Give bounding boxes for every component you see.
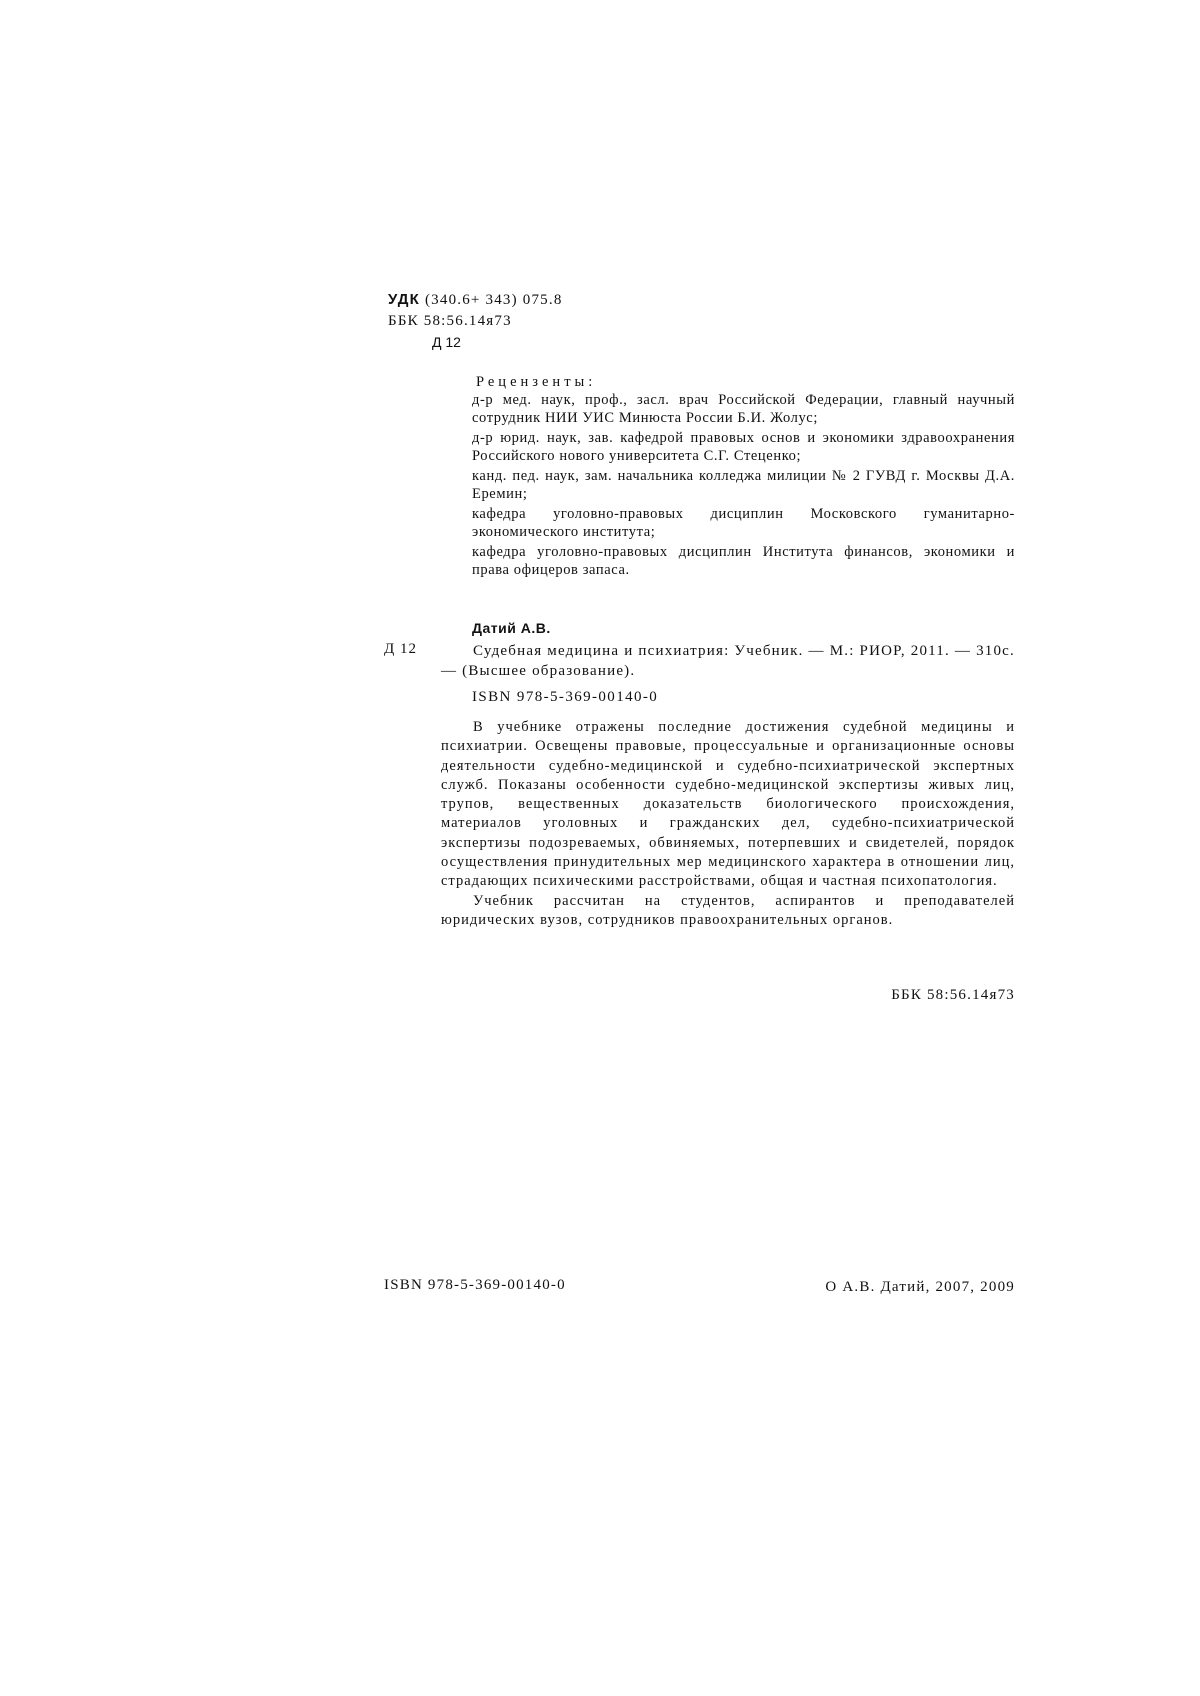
annotation (441, 718, 1015, 930)
udk-code: (340.6+ 343) 075.8 (424, 292, 563, 308)
bbk-line-top: ББК 58:56.14я73 (388, 313, 512, 329)
author-mark-left: Д 12 (384, 641, 417, 657)
reviewer-entry: кафедра уголовно-правовых дисциплин Института финансов, экономики и права офицеров запаса. (472, 544, 1015, 578)
udk-line (388, 291, 563, 309)
copyright-notice: О А.В. Датий, 2007, 2009 (825, 1279, 1015, 1295)
reviewer-entry: д-р мед. наук, проф., засл. врач Российской Федерации, главный научный сотрудник НИИ УИС Минюста России Б.И. Жолус; (472, 392, 1015, 426)
isbn-main: ISBN 978-5-369-00140-0 (472, 689, 659, 705)
reviewer-entry: кафедра уголовно-правовых дисциплин Московского гуманитарно-экономического института; (472, 506, 1015, 540)
book-description: Судебная медицина и психиатрия: Учебник. — М.: РИОР, 2011. — 310с. — (Высшее образование). (441, 643, 1015, 679)
reviewer-entry: канд. пед. наук, зам. начальника колледжа милиции № 2 ГУВД г. Москвы Д.А. Еремин; (472, 468, 1015, 502)
reviewer-entry: д-р юрид. наук, зав. кафедрой правовых основ и экономики здравоохранения Российского нового университета С.Г. Стеценко; (472, 430, 1015, 464)
bbk-line-bottom: ББК 58:56.14я73 (891, 987, 1015, 1003)
author-mark-top: Д 12 (432, 334, 461, 350)
udk-label: УДК (388, 291, 421, 308)
bibliographic-description (441, 641, 1015, 681)
reviewers-title: Рецензенты: (476, 374, 597, 390)
isbn-footer: ISBN 978-5-369-00140-0 (384, 1277, 566, 1293)
book-author: Датий А.В. (472, 620, 551, 636)
reviewers-section (472, 373, 1015, 581)
annotation-paragraph-1: В учебнике отражены последние достижения судебной медицины и психиатрии. Освещены правовые, процессуальные и организационные основы деятельности судебно-медицинской и судебно-психиатрической экспертных служб. Показаны особенности судебно-медицинской экспертизы живых лиц, трупов, вещественных доказательств биологического происхождения, материалов уголовных и гражданских дел, судебно-психиатрической экспертизы подозреваемых, обвиняемых, потерпевших и свидетелей, порядок осуществления принудительных мер медицинского характера в отношении лиц, страдающих психическими расстройствами, общая и частная психопатология. (441, 719, 1015, 890)
annotation-paragraph-2: Учебник рассчитан на студентов, аспирантов и преподавателей юридических вузов, сотрудников правоохранительных органов. (441, 892, 1015, 928)
